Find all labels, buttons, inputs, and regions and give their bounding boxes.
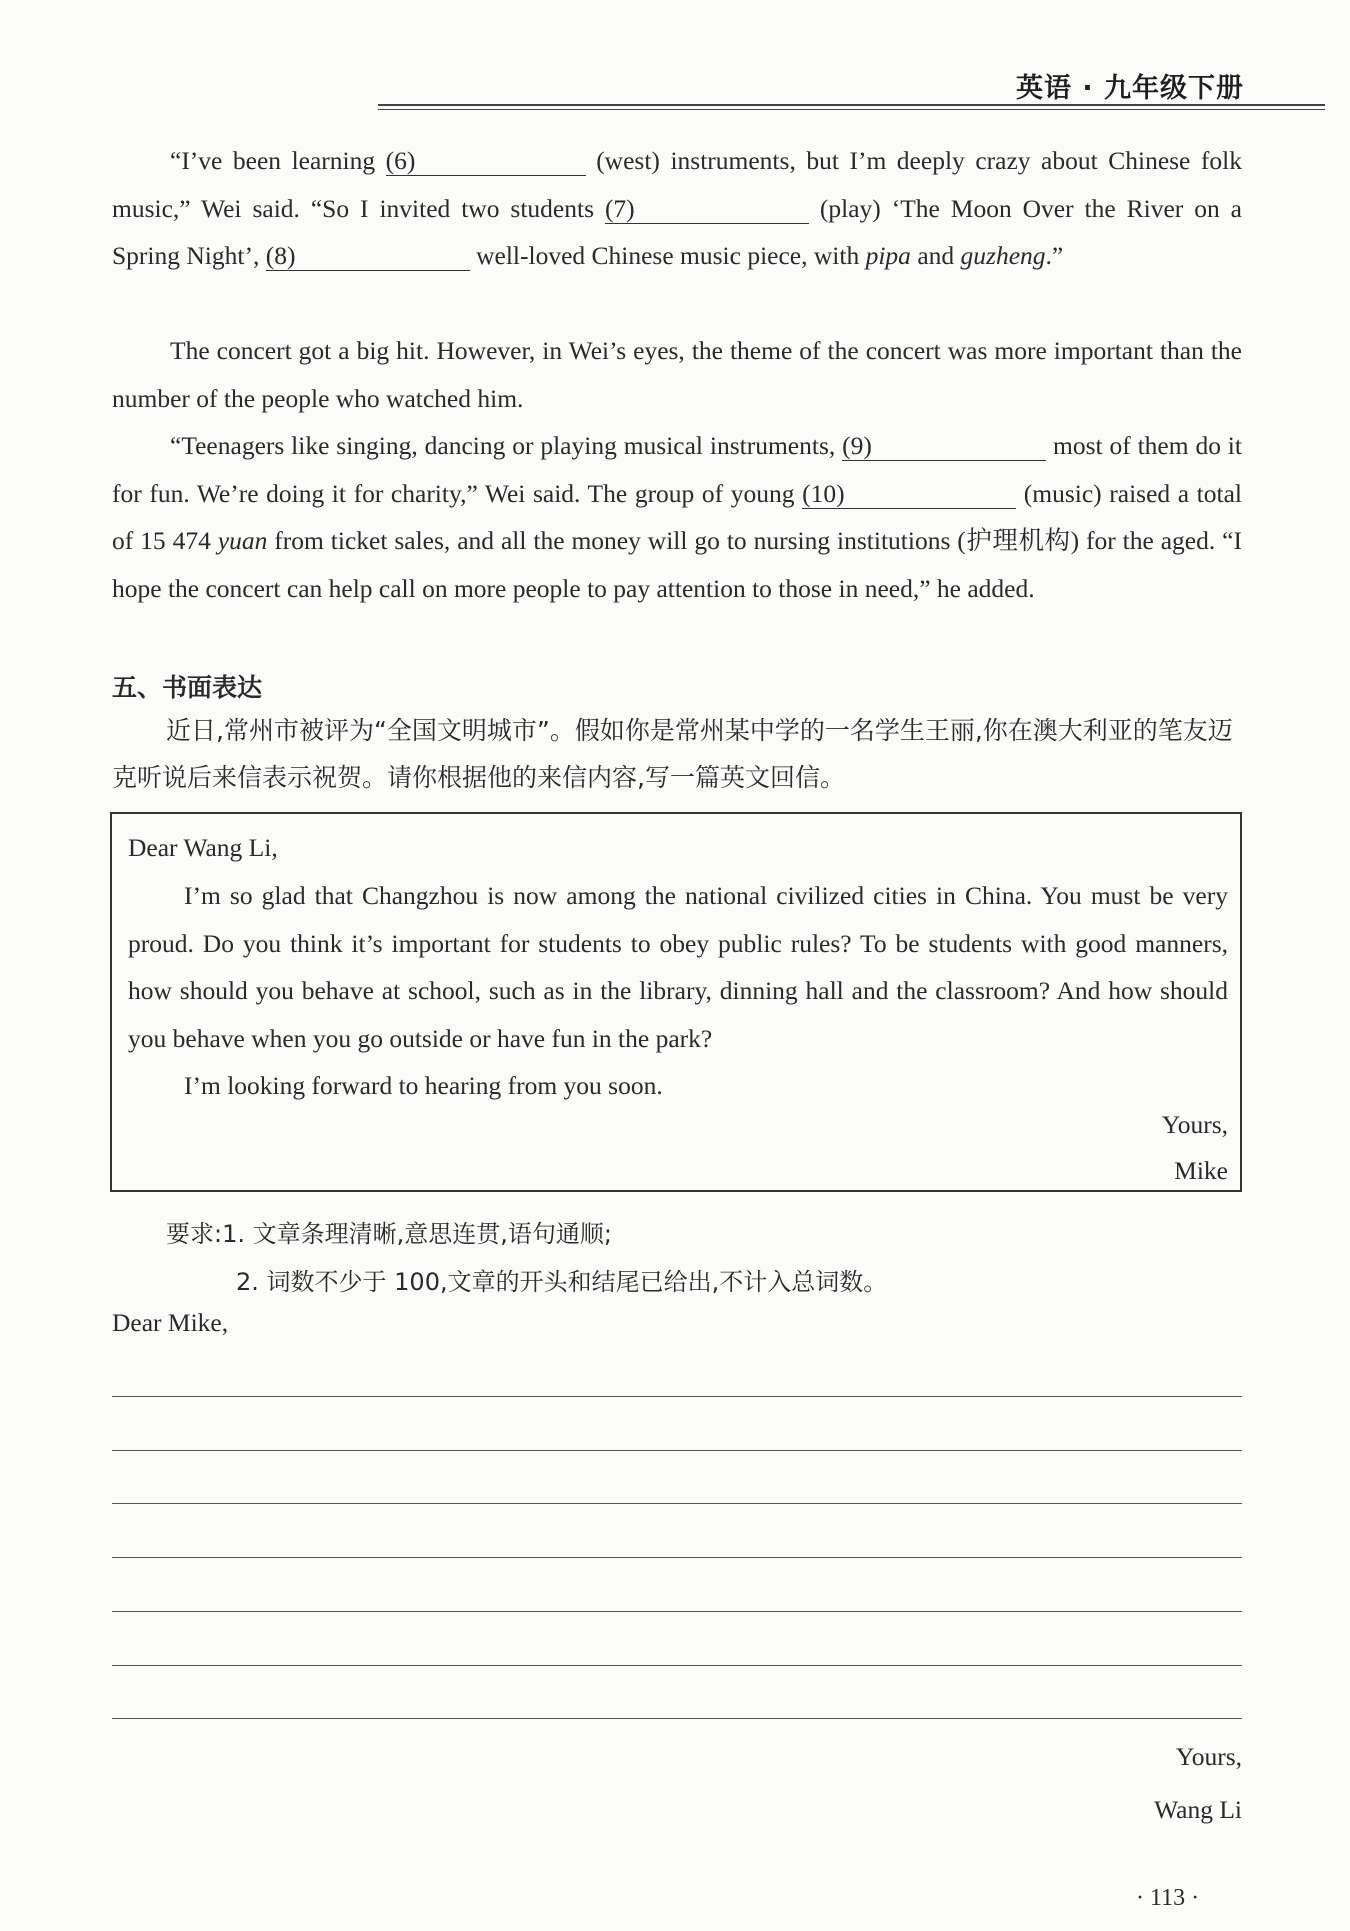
italic-term: yuan bbox=[217, 526, 268, 555]
text: (music) raised a total of 15 474 bbox=[112, 478, 1243, 555]
passage-paragraph-1 bbox=[112, 137, 1242, 280]
text: (play) ‘The Moon Over the River on a Spring Night’, bbox=[112, 193, 1242, 270]
blank-7[interactable]: (7) bbox=[605, 195, 809, 224]
text: “I’ve been learning bbox=[170, 146, 386, 175]
header-rule bbox=[378, 104, 1325, 110]
writing-line[interactable] bbox=[112, 1450, 1242, 1451]
text: .” bbox=[1045, 241, 1064, 270]
text: “Teenagers like singing, dancing or playing musical instruments, bbox=[170, 431, 843, 460]
writing-line[interactable] bbox=[112, 1611, 1242, 1612]
writing-line[interactable] bbox=[112, 1718, 1242, 1719]
blank-8[interactable]: (8) bbox=[266, 242, 470, 271]
writing-line[interactable] bbox=[112, 1665, 1242, 1666]
answer-sign-off: Yours, bbox=[1175, 1742, 1242, 1771]
text: and bbox=[910, 241, 961, 270]
text: most of them do it for fun. We’re doing it for charity,” Wei said. The group of young bbox=[112, 431, 1242, 508]
blank-9[interactable]: (9) bbox=[842, 432, 1046, 461]
letter-closing-line: I’m looking forward to hearing from you soon. bbox=[184, 1071, 663, 1100]
letter-body: I’m so glad that Changzhou is now among the national civilized cities in China. You must be very proud. Do you think it’s important for students to obey public rules? To be students with good manners, how should you behave at school, such as in the library, dinning hall and the classroom? And how should you behave when you go outside or have fun in the park? bbox=[128, 881, 1228, 1053]
italic-term: pipa bbox=[865, 241, 911, 270]
passage-paragraph-3 bbox=[112, 422, 1242, 612]
section-heading: 五、书面表达 bbox=[112, 673, 263, 702]
letter-signature: Mike bbox=[1174, 1156, 1228, 1185]
writing-line[interactable] bbox=[112, 1396, 1242, 1397]
writing-task-intro: 近日,常州市被评为“全国文明城市”。假如你是常州某中学的一名学生王丽,你在澳大利亚的笔友迈克听说后来信表示祝贺。请你根据他的来信内容,写一篇英文回信。 bbox=[112, 716, 1233, 792]
answer-greeting: Dear Mike, bbox=[112, 1308, 229, 1337]
blank-10[interactable]: (10) bbox=[802, 480, 1016, 509]
passage-paragraph-2: The concert got a big hit. However, in Wei’s eyes, the theme of the concert was more important than the number of the people who watched him. bbox=[112, 336, 1242, 413]
writing-line[interactable] bbox=[112, 1503, 1242, 1504]
letter-box bbox=[110, 812, 1242, 1192]
text: from ticket sales, and all the money will go to nursing institutions (护理机构) for the aged. “I hope the concert can help call on more people to pay attention to those in need,” he added. bbox=[112, 526, 1242, 603]
answer-signature: Wang Li bbox=[1154, 1795, 1242, 1824]
book-title-header: 英语 · 九年级下册 bbox=[1016, 73, 1245, 104]
letter-sign-off: Yours, bbox=[1161, 1110, 1228, 1139]
text: well-loved Chinese music piece, with bbox=[469, 241, 866, 270]
blank-6[interactable]: (6) bbox=[386, 147, 586, 176]
letter-greeting: Dear Wang Li, bbox=[128, 833, 278, 862]
italic-term: guzheng bbox=[960, 241, 1046, 270]
writing-line[interactable] bbox=[112, 1557, 1242, 1558]
page-number: · 113 · bbox=[1136, 1885, 1200, 1911]
requirement-2: 2. 词数不少于 100,文章的开头和结尾已给出,不计入总词数。 bbox=[236, 1268, 888, 1296]
text: (west) instruments, but I’m deeply crazy about Chinese folk music,” Wei said. “So I invited two students bbox=[112, 146, 1242, 223]
requirement-1: 要求:1. 文章条理清晰,意思连贯,语句通顺; bbox=[166, 1220, 612, 1248]
